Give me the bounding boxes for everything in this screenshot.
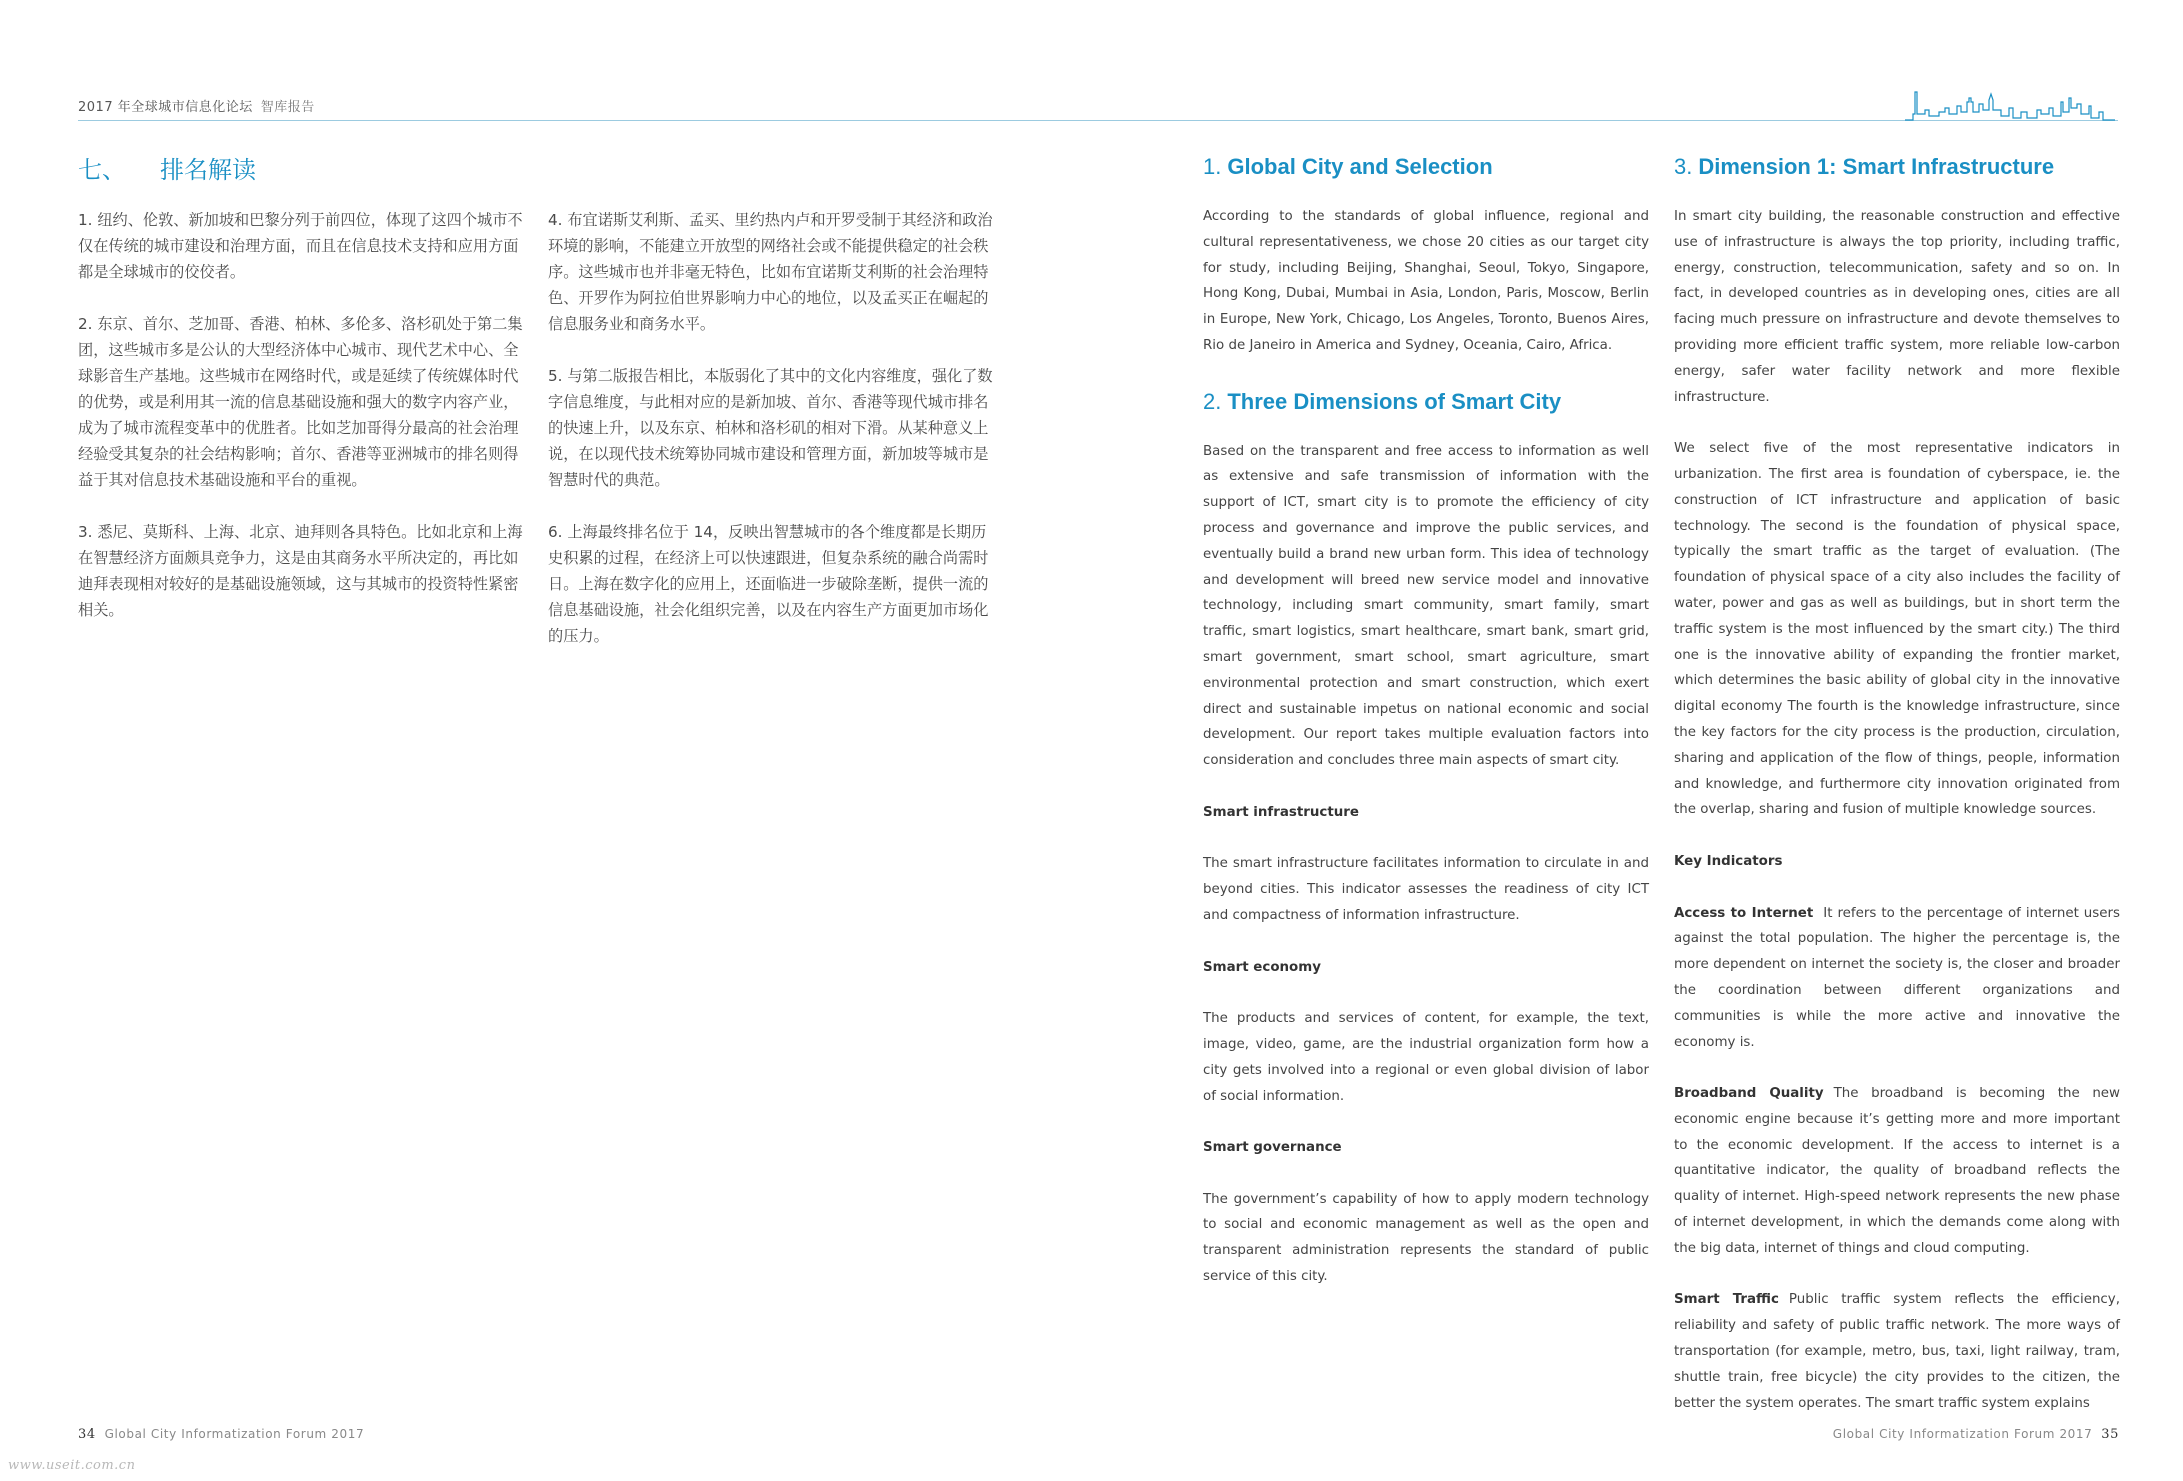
- paragraph-smart-governance: The government’s capability of how to apply modern technology to social and economic management as well as the open and transparent administration represents the standard of public service of this city.: [1203, 1191, 1649, 1285]
- heading-text: Dimension 1: Smart Infrastructure: [1698, 154, 2055, 179]
- section-number: 七、: [78, 156, 126, 184]
- paragraph-smart-traffic: [1674, 1287, 2120, 1416]
- heading-text: Global City and Selection: [1227, 154, 1493, 179]
- header-subtitle: 智库报告: [260, 100, 315, 115]
- heading-number: 3.: [1674, 154, 1693, 179]
- heading-number: 2.: [1203, 388, 1222, 414]
- paragraph-smart-economy: The products and services of content, for example, the text, image, video, game, are the industrial organization form how a city gets involved into a regional or even global division of labor of social information.: [1203, 1011, 1649, 1104]
- paragraph-3: 3. 悉尼、莫斯科、上海、北京、迪拜则各具特色。比如北京和上海在智慧经济方面颇具竞争力，这是由其商务水平所决定的，再比如迪拜表现相对较好的是基础设施领域，这与其城市的投资特性紧密相关。: [78, 523, 523, 619]
- chinese-column-1: [78, 207, 524, 649]
- english-column-1: [1203, 150, 1649, 1316]
- subheading-smart-infrastructure: Smart infrastructure: [1203, 804, 1359, 820]
- footer-right: [1833, 1427, 2119, 1442]
- heading-number: 1.: [1203, 154, 1222, 179]
- paragraph-global-city: According to the standards of global influence, regional and cultural representativeness, we chose 20 cities as our target city for study, including Beijing, Shanghai, Seoul, Tokyo, Singapore, Hong Kong, Dubai, Mumbai in Asia, London, Paris, Moscow, Berlin in Europe, New York, Chicago, Los Angeles, Toronto, Buenos Aires, Rio de Janeiro in America and Sydney, Oceania, Cairo, Africa.: [1203, 209, 1649, 353]
- paragraph-infrastructure-intro: In smart city building, the reasonable construction and effective use of infrastructure is always the top priority, including traffic, energy, construction, telecommunication, safety and so on. In fact, in developed countries as in developing ones, cities are all facing much pressure on infrastructure and devote themselves to providing more efficient traffic system, more reliable low-carbon energy, safer water facility network and more flexible infrastructure.: [1674, 209, 2120, 405]
- skyline-logo-icon: [1905, 88, 2115, 122]
- heading-global-city: [1203, 150, 1649, 184]
- paragraph-6: 6. 上海最终排名位于 14，反映出智慧城市的各个维度都是长期历史积累的过程，在经济上可以快速跟进，但复杂系统的融合尚需时日。上海在数字化的应用上，还面临进一步破除垄断，提供一流的信息基础设施，社会化组织完善，以及在内容生产方面更加市场化的压力。: [548, 523, 989, 645]
- page-number-right: 35: [2101, 1427, 2119, 1442]
- subheading-smart-economy: Smart economy: [1203, 959, 1321, 975]
- header-rule: [78, 120, 2118, 121]
- paragraph-indicators-overview: We select five of the most representative indicators in urbanization. The first area is foundation of cyberspace, ie. the construction of ICT infrastructure and application of basic technology. The second is the foundation of physical space, typically the smart traffic as the target of evaluation. (The foundation of physical space of a city also includes the facility of water, power and gas as well as buildings, but in short term the traffic system is the most influenced by the smart city.) The third one is the innovative ability of expanding the frontier market, which determines the basic ability of global city in the innovative digital economy The fourth is the knowledge infrastructure, since the key factors for the city process is the production, circulation, sharing and application of the flow of things, people, information and knowledge, and furthermore city innovation originated from the overlap, sharing and fusion of multiple knowledge sources.: [1674, 441, 2120, 818]
- paragraph-4: 4. 布宜诺斯艾利斯、孟买、里约热内卢和开罗受制于其经济和政治环境的影响，不能建立开放型的网络社会或不能提供稳定的社会秩序。这些城市也并非毫无特色，比如布宜诺斯艾利斯的社会治理特色、开罗作为阿拉伯世界影响力中心的地位，以及孟买正在崛起的信息服务业和商务水平。: [548, 211, 993, 333]
- english-column-2: [1674, 150, 2120, 1442]
- footer-left: [78, 1427, 364, 1442]
- lead-access-to-internet: Access to Internet: [1674, 905, 1814, 921]
- running-header: [78, 96, 315, 115]
- footer-left-text: Global City Informatization Forum 2017: [104, 1427, 365, 1441]
- paragraph-broadband-quality: [1674, 1081, 2120, 1262]
- section-title: 排名解读: [160, 156, 256, 184]
- page-number-left: 34: [78, 1427, 96, 1442]
- section-heading: [78, 150, 256, 185]
- chinese-column-2: [548, 207, 994, 675]
- text-smart-traffic: Public traffic system reflects the efficiency, reliability and safety of public traffic network. The more ways of transportation (for example, metro, bus, taxi, light railway, tram, shuttle train, free bicycle) the city provides to the citizen, the better the system operates. The smart traffic system explains: [1674, 1292, 2120, 1411]
- lead-broadband-quality: Broadband Quality: [1674, 1086, 1824, 1102]
- paragraph-5: 5. 与第二版报告相比，本版弱化了其中的文化内容维度，强化了数字信息维度，与此相对应的是新加坡、首尔、香港等现代城市排名的快速上升，以及东京、柏林和洛杉矶的相对下滑。从某种意义上说，在以现代技术统筹协同城市建设和管理方面，新加坡等城市是智慧时代的典范。: [548, 367, 993, 489]
- heading-three-dimensions: [1203, 385, 1649, 419]
- header-title: 2017 年全球城市信息化论坛: [78, 100, 253, 115]
- heading-dimension-1: [1674, 150, 2120, 184]
- footer-right-text: Global City Informatization Forum 2017: [1832, 1427, 2093, 1441]
- text-broadband-quality: The broadband is becoming the new economic engine because it’s getting more and more important to the economic development. If the access to internet is a quantitative indicator, the quality of broadband reflects the quality of internet. High-speed network represents the new phase of internet development, in which the demands come along with the big data, internet of things and cloud computing.: [1674, 1086, 2121, 1256]
- subheading-key-indicators: Key Indicators: [1674, 853, 1783, 869]
- watermark: www.useit.com.cn: [8, 1458, 136, 1473]
- lead-smart-traffic: Smart Traffic: [1674, 1292, 1779, 1308]
- heading-text: Three Dimensions of Smart City: [1227, 388, 1562, 414]
- paragraph-2: 2. 东京、首尔、芝加哥、香港、柏林、多伦多、洛杉矶处于第二集团，这些城市多是公认的大型经济体中心城市、现代艺术中心、全球影音生产基地。这些城市在网络时代，或是延续了传统媒体时代的优势，或是利用其一流的信息基础设施和强大的数字内容产业，成为了城市流程变革中的优胜者。比如芝加哥得分最高的社会治理经验受其复杂的社会结构影响；首尔、香港等亚洲城市的排名则得益于其对信息技术基础设施和平台的重视。: [78, 315, 523, 489]
- paragraph-1: 1. 纽约、伦敦、新加坡和巴黎分列于前四位，体现了这四个城市不仅在传统的城市建设和治理方面，而且在信息技术支持和应用方面都是全球城市的佼佼者。: [78, 211, 523, 281]
- paragraph-access-to-internet: [1674, 901, 2120, 1056]
- text-access-to-internet: It refers to the percentage of internet users against the total population. The higher the percentage is, the more dependent on internet the society is, the closer and broader the coordination between different organizations and communities is while the more active and innovative the economy is.: [1674, 905, 2120, 1050]
- subheading-smart-governance: Smart governance: [1203, 1140, 1342, 1156]
- paragraph-three-dimensions: Based on the transparent and free access to information as well as extensive and safe transmission of information with the support of ICT, smart city is to promote the efficiency of city process and governance and improve the public services, and eventually build a brand new urban form. This idea of technology and development will breed new service model and innovative technology, including smart community, smart family, smart traffic, smart logistics, smart healthcare, smart bank, smart grid, smart government, smart school, smart agriculture, smart environmental protection and smart construction, which exert direct and sustainable impetus on national economic and social development. Our report takes multiple evaluation factors into consideration and concludes three main aspects of smart city.: [1203, 443, 1649, 769]
- paragraph-smart-infrastructure: The smart infrastructure facilitates information to circulate in and beyond cities. This indicator assesses the readiness of city ICT and compactness of information infrastructure.: [1203, 856, 1649, 923]
